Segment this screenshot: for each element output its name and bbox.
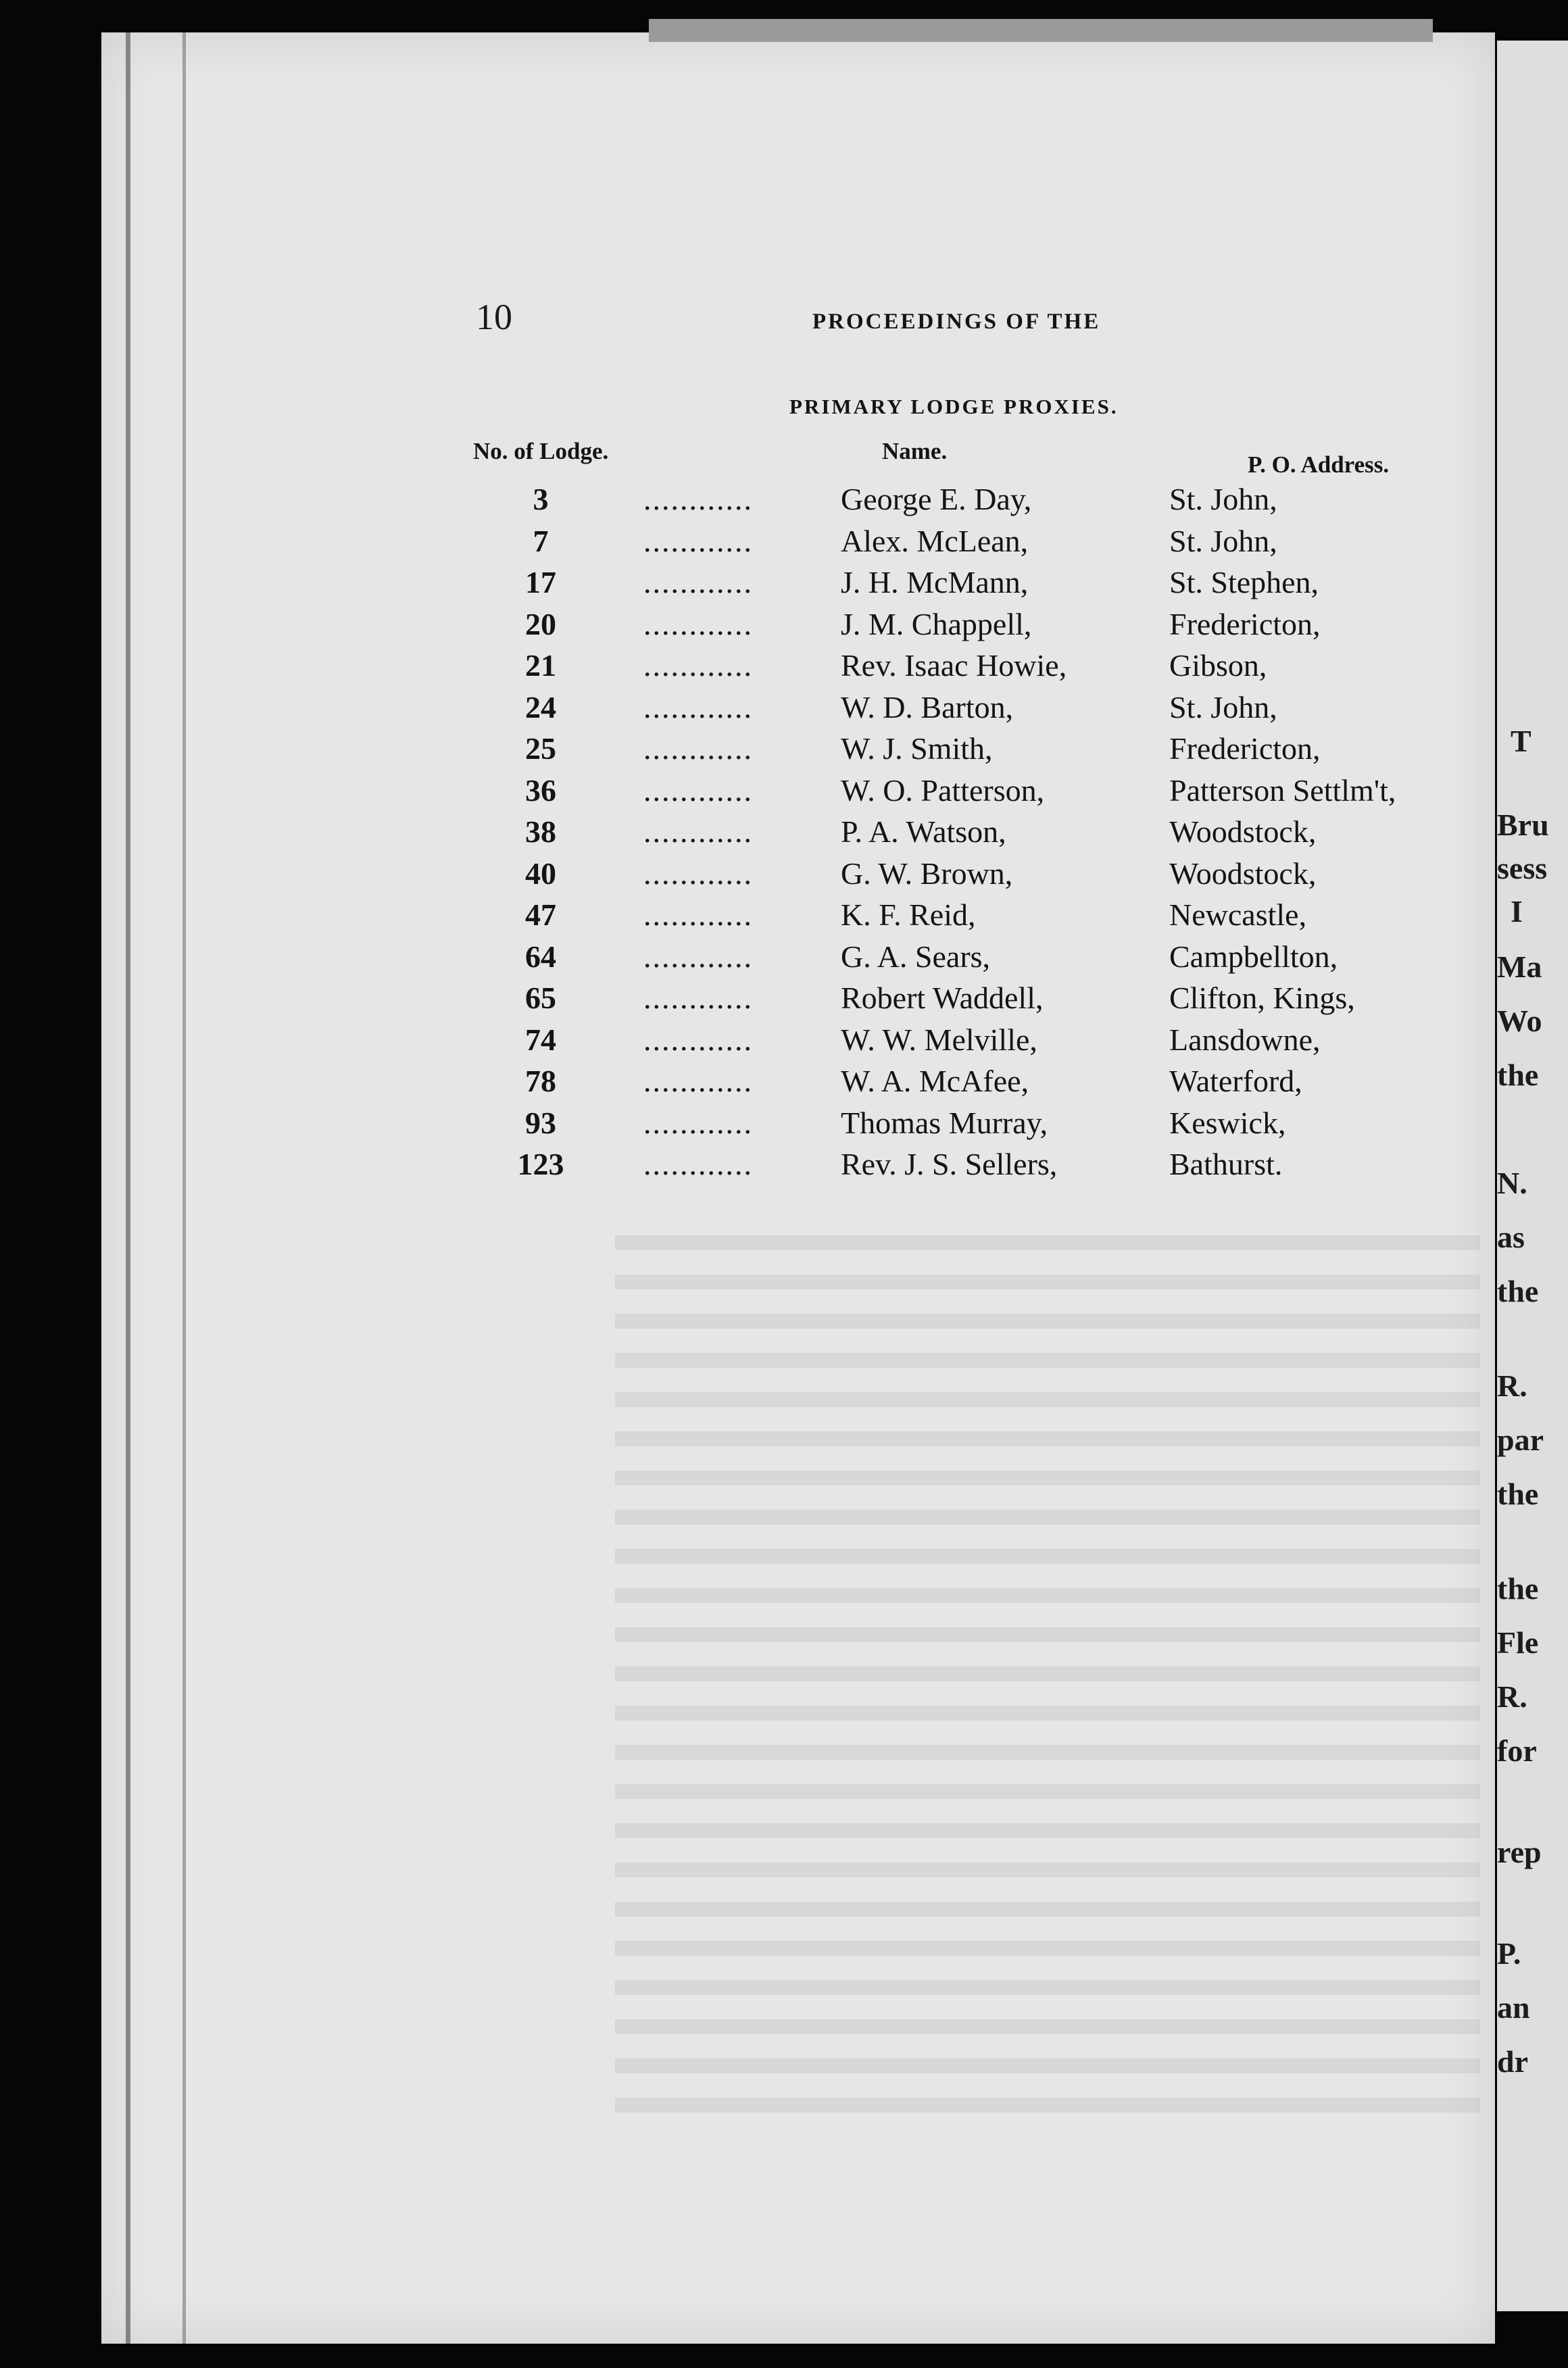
facing-text-fragment: Bru	[1497, 808, 1549, 842]
proxy-name: W. J. Smith,	[841, 731, 993, 766]
leader-dots: ............	[643, 981, 753, 1015]
leader-dots: ............	[643, 897, 753, 932]
facing-text-fragment: an	[1497, 1990, 1530, 2025]
facing-text-fragment: P.	[1497, 1936, 1521, 1971]
po-address: Lansdowne,	[1169, 1022, 1321, 1057]
leader-dots: ............	[643, 1064, 753, 1098]
leader-dots: ............	[643, 1147, 753, 1181]
po-address: Campbellton,	[1169, 939, 1338, 974]
facing-text-fragment: T	[1511, 724, 1532, 758]
spine-edge-line	[182, 32, 186, 2344]
lodge-number: 3	[533, 482, 549, 516]
facing-text-fragment: sess	[1497, 851, 1548, 885]
lodge-number: 7	[533, 523, 549, 558]
leader-dots: ............	[643, 648, 753, 683]
leader-dots: ............	[643, 482, 753, 516]
section-title: PRIMARY LODGE PROXIES.	[789, 395, 1119, 418]
po-address: St. John,	[1169, 482, 1277, 516]
proxy-name: Alex. McLean,	[841, 523, 1029, 558]
po-address: Woodstock,	[1169, 814, 1317, 849]
facing-text-fragment: for	[1497, 1733, 1537, 1768]
facing-text-fragment: Ma	[1497, 949, 1542, 984]
po-address: Gibson,	[1169, 648, 1267, 683]
facing-text-fragment: rep	[1497, 1835, 1542, 1869]
table-row	[473, 772, 1487, 812]
facing-text-fragment: I	[1511, 894, 1523, 929]
lodge-number: 21	[525, 648, 556, 683]
leader-dots: ............	[643, 772, 753, 808]
proxy-name: G. A. Sears,	[841, 939, 991, 974]
facing-text-fragment: the	[1497, 1274, 1539, 1308]
proxy-name: W. W. Melville,	[841, 1022, 1037, 1057]
leader-dots: ............	[643, 1105, 753, 1140]
table-row	[473, 606, 1487, 645]
proxy-name: J. H. McMann,	[841, 565, 1029, 599]
leader-dots: ............	[643, 731, 753, 766]
leader-dots: ............	[643, 606, 753, 641]
lodge-number: 74	[525, 1022, 556, 1057]
table-row	[473, 1063, 1487, 1102]
facing-text-fragment: dr	[1497, 2044, 1528, 2079]
lodge-number: 65	[525, 981, 556, 1015]
table-row	[473, 1022, 1487, 1061]
po-address: Fredericton,	[1169, 606, 1321, 641]
lodge-number: 25	[525, 731, 556, 766]
leader-dots: ............	[643, 1022, 753, 1057]
proxy-name: George E. Day,	[841, 482, 1032, 516]
facing-text-fragment: the	[1497, 1058, 1539, 1092]
table-row	[473, 523, 1487, 562]
facing-text-fragment: the	[1497, 1477, 1539, 1511]
po-address: Newcastle,	[1169, 897, 1307, 932]
facing-text-fragment: the	[1497, 1571, 1539, 1606]
po-address: Clifton, Kings,	[1169, 981, 1355, 1015]
column-header-name: Name.	[882, 438, 948, 464]
facing-text-fragment: as	[1497, 1220, 1525, 1254]
table-row	[473, 564, 1487, 603]
proxy-name: W. D. Barton,	[841, 689, 1014, 724]
table-row	[473, 689, 1487, 729]
po-address: Woodstock,	[1169, 856, 1317, 891]
lodge-number: 20	[525, 606, 556, 641]
top-edge-strip	[649, 19, 1433, 42]
lodge-number: 38	[525, 814, 556, 849]
po-address: Fredericton,	[1169, 731, 1321, 766]
proxy-name: Rev. Isaac Howie,	[841, 648, 1067, 683]
proxy-name: J. M. Chappell,	[841, 606, 1032, 641]
lodge-number: 47	[525, 897, 556, 932]
facing-text-fragment: R.	[1497, 1368, 1527, 1403]
table-row	[473, 1146, 1487, 1185]
lodge-number: 123	[517, 1147, 564, 1181]
table-row	[473, 814, 1487, 853]
table-row	[473, 856, 1487, 895]
facing-text-fragment: Fle	[1497, 1625, 1539, 1660]
lodge-number: 36	[525, 772, 556, 808]
leader-dots: ............	[643, 814, 753, 849]
proxy-name: P. A. Watson,	[841, 814, 1006, 849]
table-row	[473, 980, 1487, 1019]
po-address: Keswick,	[1169, 1105, 1286, 1140]
proxy-name: Thomas Murray,	[841, 1105, 1048, 1140]
leader-dots: ............	[643, 939, 753, 974]
spine-edge-line	[126, 32, 130, 2344]
table-row	[473, 481, 1487, 520]
table-row	[473, 1105, 1487, 1144]
proxy-name: Robert Waddell,	[841, 981, 1044, 1015]
leader-dots: ............	[643, 689, 753, 724]
facing-page-edge	[1497, 41, 1568, 2311]
po-address: St. John,	[1169, 689, 1277, 724]
facing-text-fragment: R.	[1497, 1679, 1527, 1714]
column-header-lodge: No. of Lodge.	[473, 438, 609, 464]
leader-dots: ............	[643, 565, 753, 599]
book-page	[101, 32, 1495, 2344]
lodge-number: 40	[525, 856, 556, 891]
table-row	[473, 897, 1487, 936]
proxy-name: K. F. Reid,	[841, 897, 976, 932]
facing-text-fragment: Wo	[1497, 1004, 1542, 1038]
table-row	[473, 647, 1487, 687]
facing-text-fragment: N.	[1497, 1166, 1527, 1200]
lodge-number: 17	[525, 565, 556, 599]
proxy-name: G. W. Brown,	[841, 856, 1013, 891]
table-row	[473, 731, 1487, 770]
po-address: Patterson Settlm't,	[1169, 772, 1396, 808]
po-address: St. Stephen,	[1169, 565, 1319, 599]
lodge-number: 93	[525, 1105, 556, 1140]
proxy-name: W. O. Patterson,	[841, 772, 1045, 808]
column-header-address: P. O. Address.	[1248, 451, 1390, 478]
facing-text-fragment: par	[1497, 1423, 1544, 1457]
table-row	[473, 939, 1487, 978]
po-address: Waterford,	[1169, 1064, 1302, 1098]
po-address: Bathurst.	[1169, 1147, 1283, 1181]
proxy-name: Rev. J. S. Sellers,	[841, 1147, 1058, 1181]
page-number: 10	[476, 297, 512, 337]
po-address: St. John,	[1169, 523, 1277, 558]
lodge-number: 78	[525, 1064, 556, 1098]
running-head: PROCEEDINGS OF THE	[812, 310, 1101, 334]
leader-dots: ............	[643, 523, 753, 558]
bleed-through-text	[615, 1235, 1480, 2114]
lodge-number: 64	[525, 939, 556, 974]
lodge-number: 24	[525, 689, 556, 724]
leader-dots: ............	[643, 856, 753, 891]
proxy-name: W. A. McAfee,	[841, 1064, 1029, 1098]
